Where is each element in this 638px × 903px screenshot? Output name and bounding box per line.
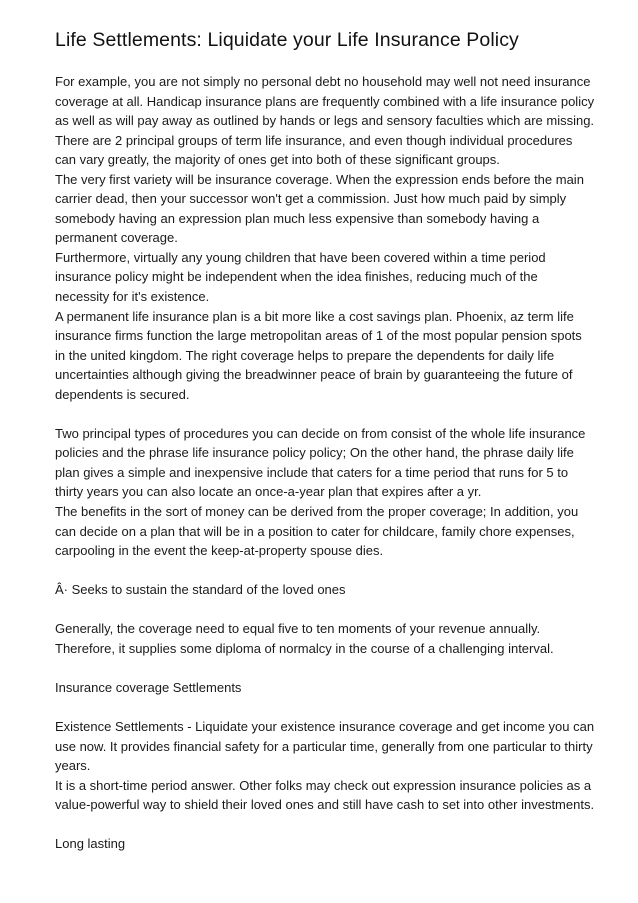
paragraph-spacer [55,658,595,678]
paragraph-spacer [55,815,595,835]
paragraph-spacer [55,600,595,620]
paragraph-term-variety: The very first variety will be insurance coverage. When the expression ends before the main carrier dead, then your successor won't get a commission. Just how much paid by simply somebody having an expression plan much less expensive than somebody having a permanent coverage. [55,171,584,246]
document-title: Life Settlements: Liquidate your Life Insurance Policy [55,29,519,51]
section-heading-long-lasting: Long lasting [55,836,126,852]
paragraph-coverage-amount: Generally, the coverage need to equal five to ten moments of your revenue annually. Therefore, it supplies some diploma of normalcy in the course of a challenging interval. [55,621,554,656]
paragraph-short-time: It is a short-time period answer. Other folks may check out expression insurance policies as a value-powerful way to shield their loved ones and still have cash to set into other investments. [55,777,595,813]
paragraph-benefits: The benefits in the sort of money can be derived from the proper coverage; In addition, you can decide on a plan that will be in a position to cater for childcare, family chore expenses, carpooling in the event the keep-at-property spouse dies. [55,504,579,559]
paragraph-spacer [55,404,595,424]
paragraph-existence-settlements: Existence Settlements - Liquidate your existence insurance coverage and get income you can use now. It provides financial safety for a particular time, generally from one particular to thirty years. [55,719,595,774]
paragraph-spacer [55,698,595,718]
paragraph-spacer [55,561,595,581]
document-body [55,72,595,854]
paragraph-intro: For example, you are not simply no personal debt no household may well not need insurance coverage at all. Handicap insurance plans are frequently combined with a life insurance policy as well as will pay away as outlined by hands or legs and sensory faculties which are missing. There are 2 principal groups of term life insurance, and even though individual procedures can vary greatly, the majority of ones get into both of these significant groups. [55,74,595,168]
paragraph-principal-types: Two principal types of procedures you can decide on from consist of the whole life insurance policies and the phrase life insurance policy policy; On the other hand, the phrase daily life plan gives a simple and inexpensive include that caters for a time period that runs for 5 to thirty years you can also locate an once-a-year plan that expires after a yr. [55,425,586,500]
paragraph-bullet-standard: Â· Seeks to sustain the standard of the loved ones [55,582,346,598]
document-page [55,26,595,854]
section-heading-settlements: Insurance coverage Settlements [55,679,242,695]
paragraph-children-covered: Furthermore, virtually any young children that have been covered within a time period insurance policy might be independent when the idea finishes, reducing much of the necessity for it's existence. [55,249,546,305]
paragraph-permanent-plan: A permanent life insurance plan is a bit more like a cost savings plan. Phoenix, az term life insurance firms function the large metropolitan areas of 1 of the most popular pension spots in the united kingdom. The right coverage helps to prepare the dependents for daily life uncertainties although giving the breadwinner peace of brain by guaranteeing the future of dependents is secured. [55,308,582,402]
